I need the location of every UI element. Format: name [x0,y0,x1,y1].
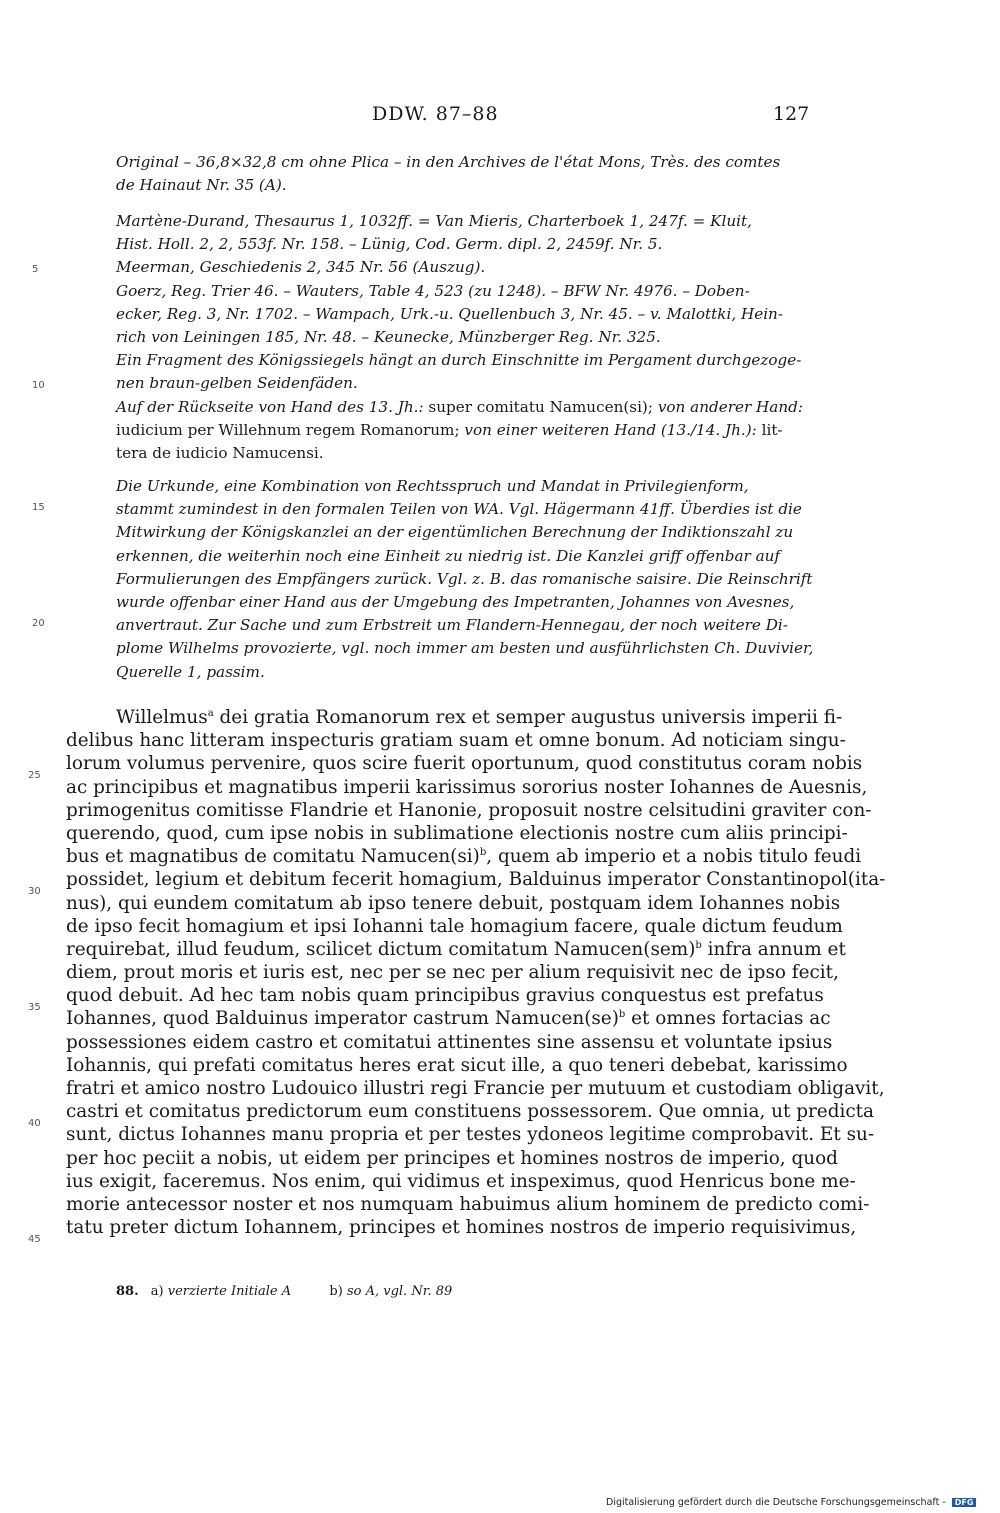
line-number: 45 [28,1234,41,1245]
charter-line: sunt, dictus Iohannes manu propria et per testes ydoneos legitime comprobavit. Et su- [66,1124,875,1146]
dorsal-text: super comitatu Namucen(si); [423,397,658,416]
charter-line: de ipso fecit homagium et ipsi Iohanni tale homagium facere, quale dictum feudum [66,915,843,937]
apparatus-line: Meerman, Geschiedenis 2, 345 Nr. 56 (Auszug). [116,258,486,277]
header-title: DDW. 87–88 [372,103,499,125]
line-number: 30 [28,886,41,897]
charter-line: morie antecessor noster et nos numquam habuimus alium hominem de predicto comi- [66,1193,870,1215]
apparatus-line: stammt zumindest in den formalen Teilen von WA. Vgl. Hägermann 41ff. Überdies ist die [116,500,802,519]
dorsal-hand-note: von einer weiteren Hand (13./14. Jh.): [464,420,757,439]
charter-text-run: infra annum et [701,938,846,960]
charter-text-run: dei gratia Romanorum rex et semper augustus universis imperii fi- [213,707,843,728]
credit-text: Digitalisierung gefördert durch die Deutsche Forschungsgemeinschaft - [606,1497,946,1508]
charter-line: ius exigit, faceremus. Nos enim, qui vidimus et inspeximus, quod Henricus bone me- [66,1170,856,1192]
running-header [0,103,1000,129]
charter-text [66,706,886,1239]
charter-line [66,706,843,729]
footnote-marker: b [479,847,487,858]
page-number: 127 [773,103,810,125]
charter-text-run: et omnes fortacias ac [625,1008,831,1030]
apparatus-dorsal-line: tera de iudicio Namucensi. [116,443,324,462]
charter-text-run: requirebat, illud feudum, scilicet dictum comitatum Namucen(sem) [66,938,696,960]
footnote-a-label: a) [150,1284,164,1299]
charter-line: primogenitus comitisse Flandrie et Hanonie, proposuit nostre celsitudini graviter con- [66,799,872,821]
charter-line: tatu preter dictum Iohannem, principes et homines nostros de imperio requisivimus, [66,1217,857,1239]
charter-line: per hoc peciit a nobis, ut eidem per principes et homines nostros de imperio, quod [66,1147,838,1169]
line-number: 15 [32,502,45,513]
footnote-marker: b [695,939,702,951]
line-number: 5 [32,264,39,275]
apparatus-line: Goerz, Reg. Trier 46. – Wauters, Table 4, 523 (zu 1248). – BFW Nr. 4976. – Doben- [116,281,750,300]
apparatus-line: anvertraut. Zur Sache und zum Erbstreit um Flandern-Hennegau, der noch weitere Di- [116,616,788,635]
charter-initial-word: Willelmus [116,707,208,728]
apparatus-line: Ein Fragment des Königssiegels hängt an durch Einschnitte im Pergament durchgezoge- [116,351,802,370]
charter-line: nus), qui eundem comitatum ab ipso tenere debuit, postquam idem Iohannes nobis [66,892,841,914]
apparatus-line: Mitwirkung der Königskanzlei an der eigentümlichen Berechnung der Indiktionszahl zu [116,523,794,542]
charter-line: ac principibus et magnatibus imperii karissimus sororius noster Iohannes de Auesnis, [66,776,868,798]
charter-line: diem, prout moris et iuris est, nec per se nec per alium requisivit nec de ipso fecit, [66,962,839,984]
apparatus-line: de Hainaut Nr. 35 (A). [116,176,287,195]
footnote-marker: b [618,1009,626,1021]
apparatus-line: plome Wilhelms provozierte, vgl. noch immer am besten und ausführlichsten Ch. Duvivier, [116,639,814,658]
apparatus-original [116,151,808,197]
charter-line: quod debuit. Ad hec tam nobis quam principibus gravius conquestus est prefatus [66,985,824,1007]
footnote-b-label: b) [329,1284,343,1299]
charter-line: castri et comitatus predictorum eum constituens possessorem. Que omnia, ut predicta [66,1101,875,1123]
charter-line: querendo, quod, cum ipse nobis in sublimatione electionis nostre cum aliis principi- [66,822,848,844]
dorsal-hand-note: Auf der Rückseite von Hand des 13. Jh.: [116,397,424,416]
apparatus-line: Die Urkunde, eine Kombination von Rechtsspruch und Mandat in Privilegienform, [116,477,749,495]
charter-line: Iohannis, qui prefati comitatus heres erat sicut ille, a quo teneri debebat, karissimo [66,1054,848,1076]
line-number: 25 [28,770,41,781]
line-number: 20 [32,618,45,629]
charter-line [66,1007,831,1030]
apparatus-line: erkennen, die weiterhin noch eine Einheit zu niedrig ist. Die Kanzlei griff offenbar auf [116,546,781,565]
charter-line: delibus hanc litteram inspecturis gratiam suam et omne bonum. Ad noticiam singu- [66,730,846,752]
apparatus-line: rich von Leiningen 185, Nr. 48. – Keunecke, Münzberger Reg. Nr. 325. [116,327,661,346]
digitization-credit [606,1497,976,1508]
apparatus-line: Hist. Holl. 2, 2, 553f. Nr. 158. – Lünig, Cod. Germ. dipl. 2, 2459f. Nr. 5. [116,235,663,254]
line-number: 10 [32,380,45,391]
footnote-document-number: 88. [116,1284,139,1299]
line-number: 35 [28,1002,41,1013]
charter-text-run: , quem ab imperio et a nobis titulo feudi [486,846,862,868]
apparatus-line: ecker, Reg. 3, Nr. 1702. – Wampach, Urk.-u. Quellenbuch 3, Nr. 45. – v. Malottki, Hein- [116,304,783,323]
apparatus-line: nen braun-gelben Seidenfäden. [116,374,358,393]
dorsal-text: iudicium per Willehnum regem Romanorum; [116,420,465,439]
dorsal-hand-note: von anderer Hand: [657,397,803,416]
apparatus-bibliography [116,210,808,465]
charter-text-run: bus et magnatibus de comitatu Namucen(si) [66,846,480,868]
footnote-b-text: so A, vgl. Nr. 89 [346,1284,453,1299]
apparatus-dorsal-line [116,419,808,442]
apparatus-dorsal-line [116,396,808,419]
charter-line [66,938,846,961]
footnotes [116,1284,452,1299]
apparatus-line: Martène-Durand, Thesaurus 1, 1032ff. = Van Mieris, Charterboek 1, 247f. = Kluit, [116,212,752,230]
line-number: 40 [28,1118,41,1129]
charter-text-run: Iohannes, quod Balduinus imperator castrum Namucen(se) [66,1008,619,1030]
footnote-marker: a [207,707,214,719]
apparatus-commentary [116,475,814,684]
charter-line: possessiones eidem castro et comitatui attinentes sine assensu et voluntate ipsius [66,1031,833,1053]
dfg-logo: DFG [952,1498,977,1507]
dorsal-text: lit- [756,420,783,439]
apparatus-line: Formulierungen des Empfängers zurück. Vgl. z. B. das romanische saisire. Die Reinschrift [116,569,813,588]
apparatus-line: Querelle 1, passim. [116,662,265,681]
charter-line: fratri et amico nostro Ludouico illustri regi Francie per mutuum et custodiam obligavit, [66,1078,885,1099]
apparatus-line: Original – 36,8×32,8 cm ohne Plica – in den Archives de l'état Mons, Très. des comtes [116,153,781,171]
charter-line: lorum volumus pervenire, quos scire fuerit oportunum, quod constitutus coram nobis [66,753,863,775]
apparatus-line: wurde offenbar einer Hand aus der Umgebung des Impetranten, Johannes von Avesnes, [116,592,795,611]
charter-line: possidet, legium et debitum fecerit homagium, Balduinus imperator Constantinopol(ita- [66,869,886,891]
footnote-a-text: verzierte Initiale A [167,1284,292,1299]
charter-line [66,845,862,868]
